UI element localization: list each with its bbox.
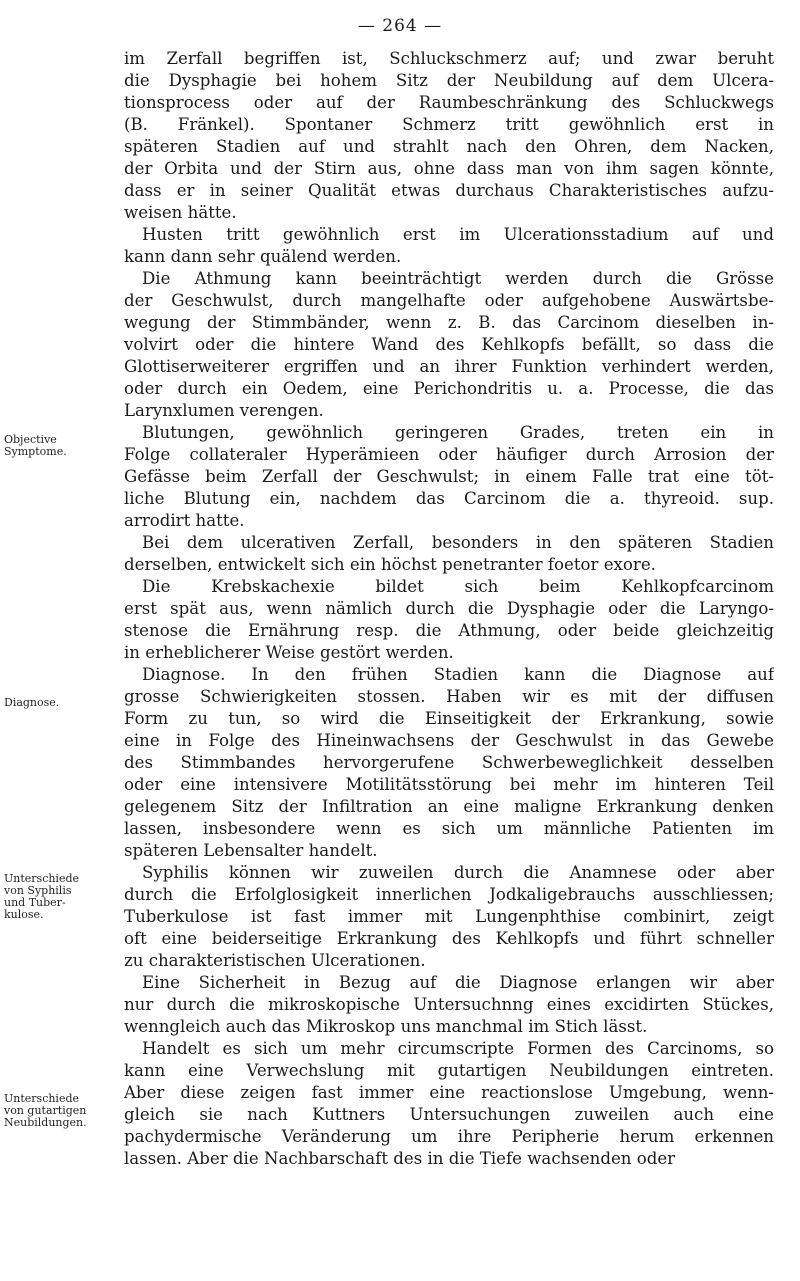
text-line: wegung der Stimmbänder, wenn z. B. das Carcinom dieselben in- [124, 313, 774, 332]
text-line: der Geschwulst, durch mangelhafte oder aufgehobene Auswärtsbe- [124, 291, 774, 310]
margin-note-line: Unterschiede [4, 872, 80, 885]
text-line: Tuberkulose ist fast immer mit Lungenphthise combinirt, zeigt [124, 907, 774, 926]
margin-note-line: Neubildungen. [4, 1116, 87, 1129]
text-line: derselben, entwickelt sich ein höchst penetranter foetor exore. [124, 555, 656, 574]
text-line: arrodirt hatte. [124, 511, 245, 530]
text-line: weisen hätte. [124, 203, 237, 222]
page-number: — 264 — [357, 16, 443, 36]
margin-note-benign-neoplasms [4, 1093, 124, 1129]
text-line: zu charakteristischen Ulcerationen. [124, 951, 426, 970]
text-line: Syphilis können wir zuweilen durch die Anamnese oder aber [142, 863, 774, 882]
text-line: oder durch ein Oedem, eine Perichondritis u. a. Processe, die das [124, 379, 774, 398]
text-line: in erheblicherer Weise gestört werden. [124, 643, 454, 662]
text-line: Folge collateraler Hyperämieen oder häufiger durch Arrosion der [124, 445, 774, 464]
margin-note-line: Diagnose. [4, 696, 60, 709]
text-line: Blutungen, gewöhnlich geringeren Grades, treten ein in [142, 423, 774, 442]
text-line: durch die Erfolglosigkeit innerlichen Jodkaligebrauchs ausschliessen; [124, 885, 774, 904]
margin-note-objective-symptoms [4, 434, 124, 458]
text-line: oft eine beiderseitige Erkrankung des Kehlkopfs und führt schneller [124, 929, 774, 948]
margin-note-line: Symptome. [4, 445, 67, 458]
text-line: kann dann sehr quälend werden. [124, 247, 402, 266]
text-line: oder eine intensivere Motilitätsstörung bei mehr im hinteren Teil [124, 775, 774, 794]
text-line: Gefässe beim Zerfall der Geschwulst; in einem Falle trat eine töt- [124, 467, 774, 486]
text-line: liche Blutung ein, nachdem das Carcinom die a. thyreoid. sup. [124, 489, 774, 508]
margin-note-line: Unterschiede [4, 1092, 80, 1105]
margin-note-line: und Tuber- [4, 896, 66, 909]
text-line: Glottiserweiterer ergriffen und an ihrer Funktion verhindert werden, [124, 357, 774, 376]
text-line: volvirt oder die hintere Wand des Kehlkopfs befällt, so dass die [124, 335, 774, 354]
text-line: im Zerfall begriffen ist, Schluckschmerz auf; und zwar beruht [124, 49, 774, 68]
text-line: Bei dem ulcerativen Zerfall, besonders in den späteren Stadien [142, 533, 774, 552]
text-line: späteren Lebensalter handelt. [124, 841, 378, 860]
text-line: grosse Schwierigkeiten stossen. Haben wir es mit der diffusen [124, 687, 774, 706]
margin-note-line: von Syphilis [4, 884, 72, 897]
text-line: Die Athmung kann beeinträchtigt werden durch die Grösse [142, 269, 774, 288]
text-line: stenose die Ernährung resp. die Athmung, oder beide gleichzeitig [124, 621, 774, 640]
text-line: Eine Sicherheit in Bezug auf die Diagnose erlangen wir aber [142, 973, 774, 992]
text-line: Husten tritt gewöhnlich erst im Ulcerationsstadium auf und [142, 225, 774, 244]
text-line: nur durch die mikroskopische Untersuchnng eines excidirten Stückes, [124, 995, 774, 1014]
text-line: gleich sie nach Kuttners Untersuchungen zuweilen auch eine [124, 1105, 774, 1124]
text-line: Die Krebskachexie bildet sich beim Kehlkopfcarcinom [142, 577, 774, 596]
margin-note-line: Objective [4, 433, 57, 446]
margin-note-diagnosis [4, 697, 124, 709]
text-line: lassen. Aber die Nachbarschaft des in die Tiefe wachsenden oder [124, 1149, 676, 1168]
text-line: lassen, insbesondere wenn es sich um männliche Patienten im [124, 819, 774, 838]
text-line: Handelt es sich um mehr circumscripte Formen des Carcinoms, so [142, 1039, 774, 1058]
text-line: kann eine Verwechslung mit gutartigen Neubildungen eintreten. [124, 1061, 774, 1080]
text-line: Aber diese zeigen fast immer eine reactionslose Umgebung, wenn- [124, 1083, 774, 1102]
text-line: wenngleich auch das Mikroskop uns manchmal im Stich lässt. [124, 1017, 648, 1036]
margin-note-line: von gutartigen [4, 1104, 87, 1117]
margin-note-syphilis-tuberculosis [4, 873, 124, 921]
text-line: Diagnose. In den frühen Stadien kann die Diagnose auf [142, 665, 774, 684]
text-line: pachydermische Veränderung um ihre Peripherie herum erkennen [124, 1127, 774, 1146]
margin-note-line: kulose. [4, 908, 44, 921]
text-line: dass er in seiner Qualität etwas durchaus Charakteristisches aufzu- [124, 181, 774, 200]
text-line: tionsprocess oder auf der Raumbeschränkung des Schluckwegs [124, 93, 774, 112]
text-line: Form zu tun, so wird die Einseitigkeit der Erkrankung, sowie [124, 709, 774, 728]
text-line: späteren Stadien auf und strahlt nach den Ohren, dem Nacken, [124, 137, 774, 156]
text-line: der Orbita und der Stirn aus, ohne dass man von ihm sagen könnte, [124, 159, 774, 178]
text-line: erst spät aus, wenn nämlich durch die Dysphagie oder die Laryngo- [124, 599, 774, 618]
text-line: eine in Folge des Hineinwachsens der Geschwulst in das Gewebe [124, 731, 774, 750]
text-line: des Stimmbandes hervorgerufene Schwerbeweglichkeit desselben [124, 753, 774, 772]
text-line: die Dysphagie bei hohem Sitz der Neubildung auf dem Ulcera- [124, 71, 774, 90]
text-line: Larynxlumen verengen. [124, 401, 324, 420]
text-line: (B. Fränkel). Spontaner Schmerz tritt gewöhnlich erst in [124, 115, 774, 134]
body-text [124, 48, 774, 1170]
text-line: gelegenem Sitz der Infiltration an eine maligne Erkrankung denken [124, 797, 774, 816]
